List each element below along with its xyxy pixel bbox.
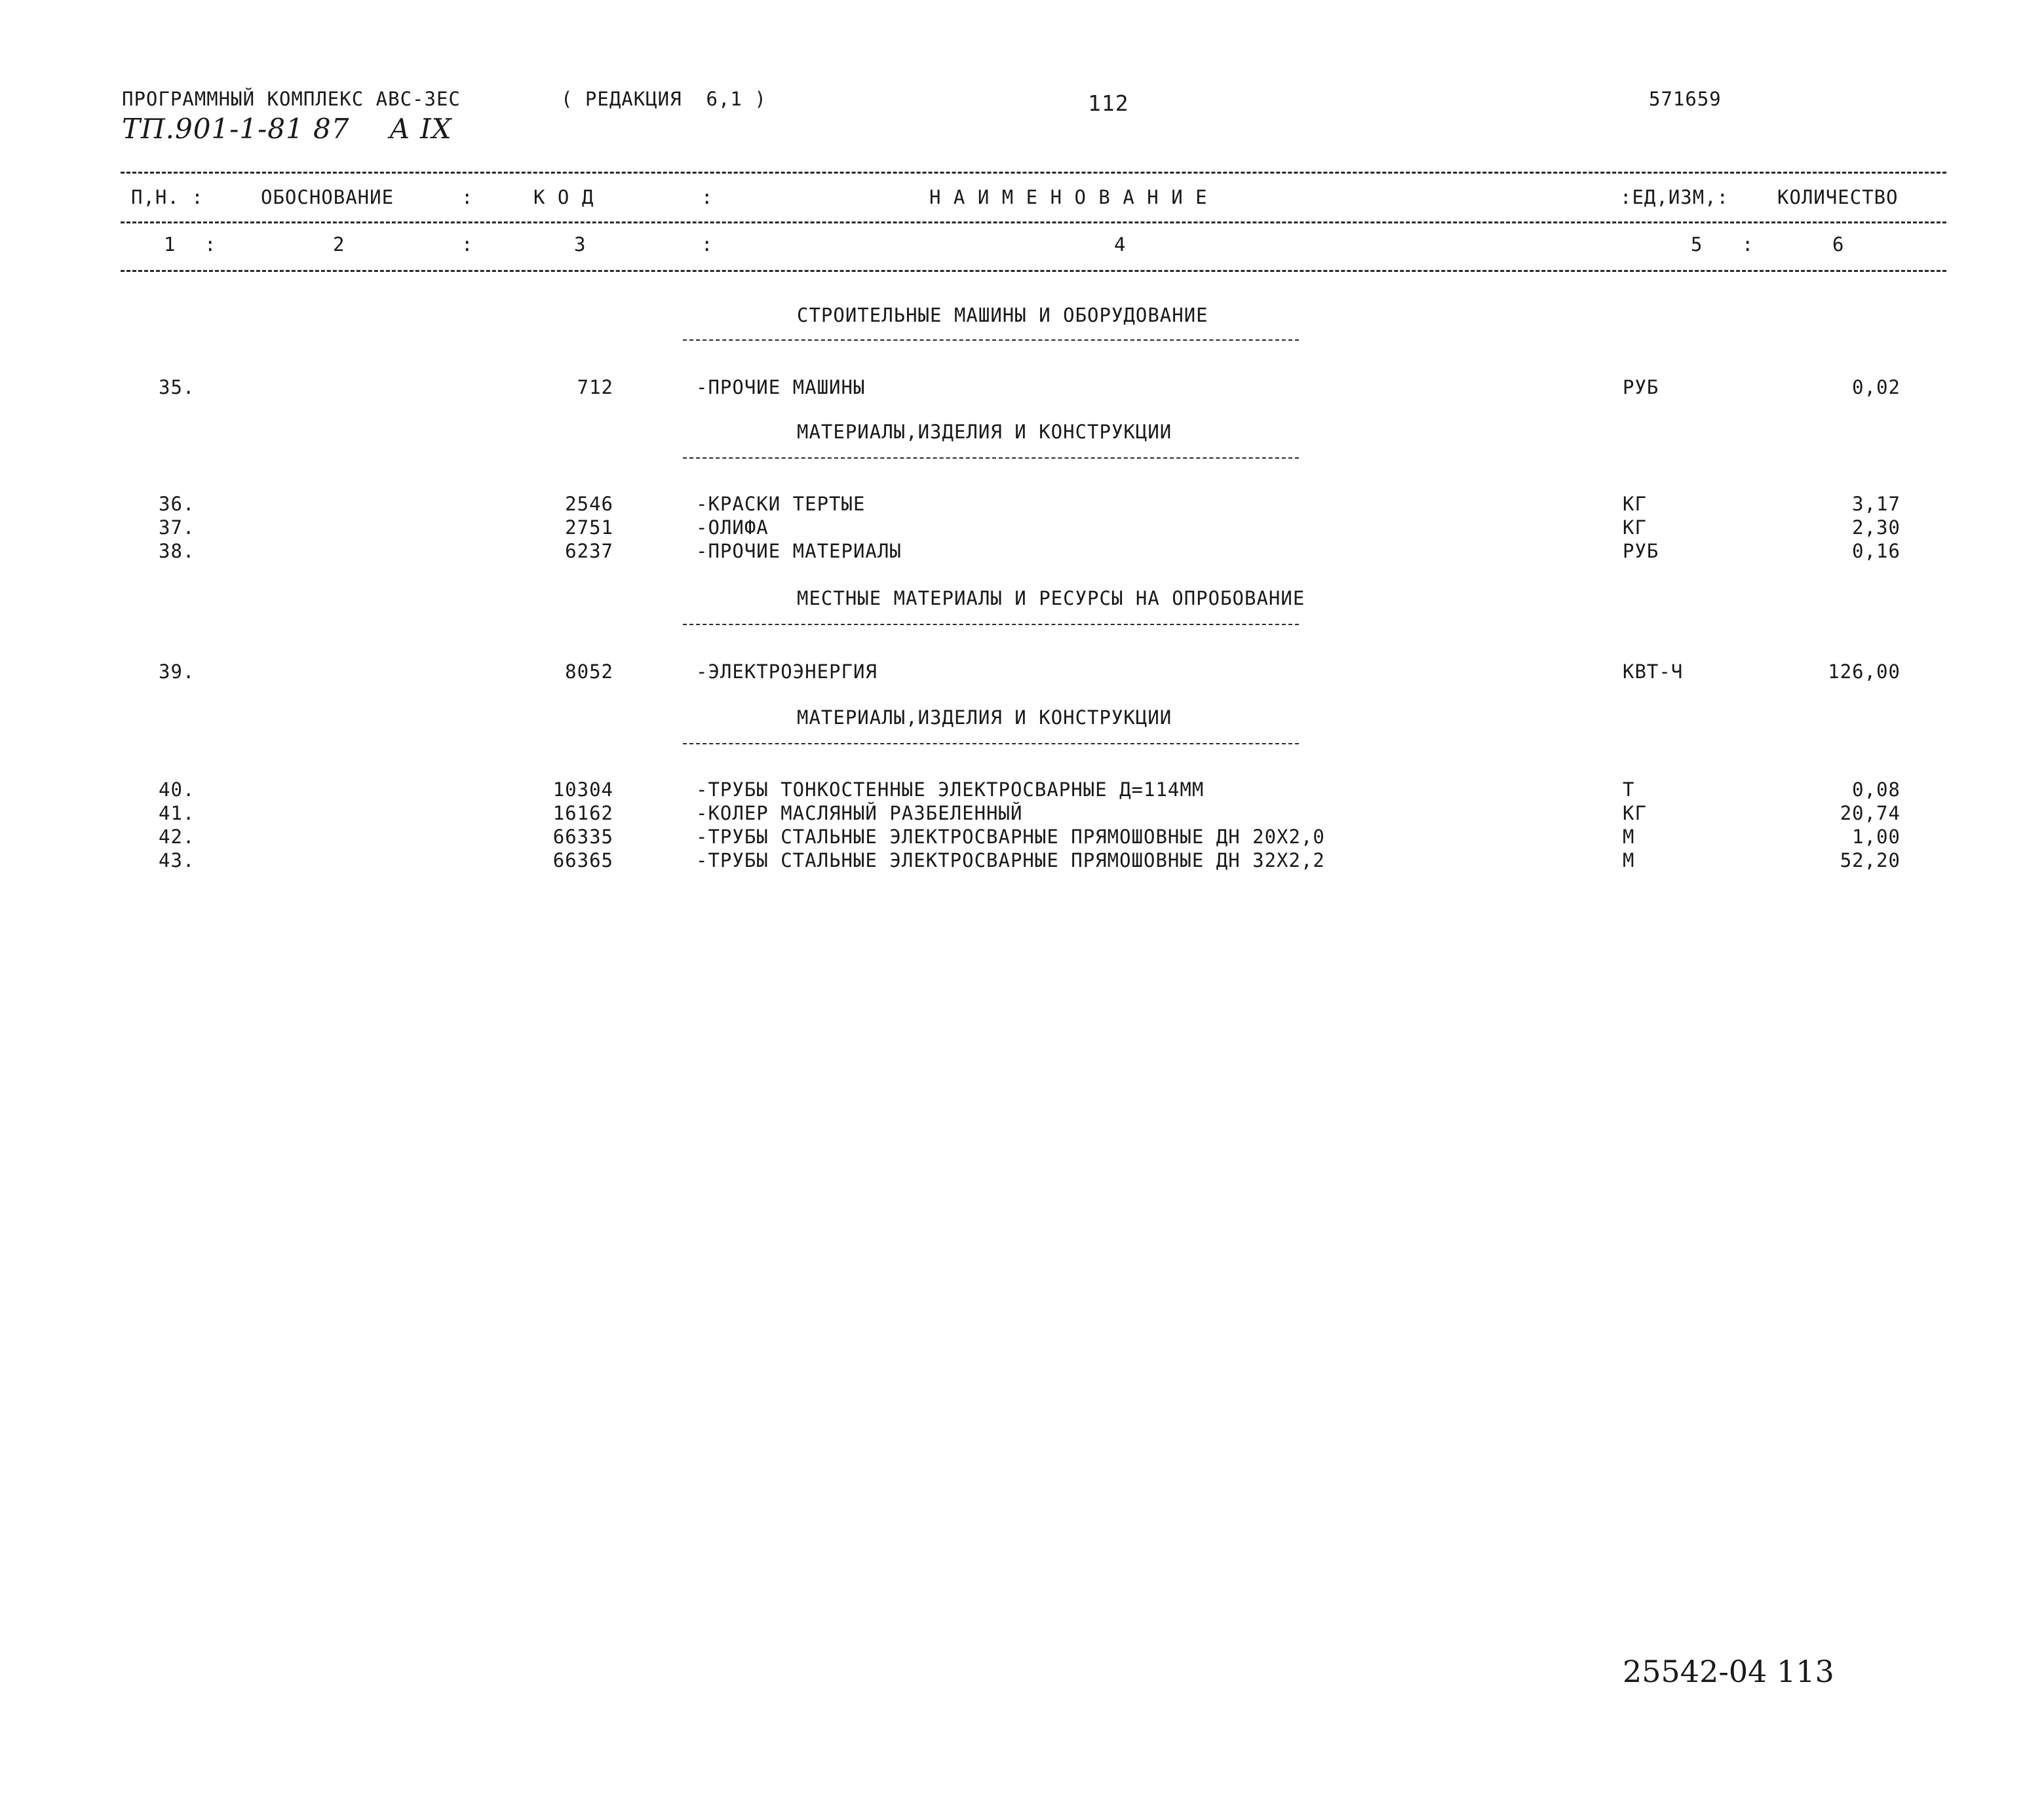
row-name: -ТРУБЫ СТАЛЬНЫЕ ЭЛЕКТРОСВАРНЫЕ ПРЯМОШОВНЫЕ ДН 32Х2,2 [696,849,1325,871]
document-number: 571659 [1649,88,1722,110]
row-quantity: 126,00 [1828,660,1900,683]
row-code: 6237 [565,540,613,562]
section-underline [683,624,1299,625]
handwritten-footer-note: 25542-04 113 [1623,1654,1834,1689]
row-number: 42. [159,826,195,848]
row-name: -ЭЛЕКТРОЭНЕРГИЯ [696,660,877,683]
row-unit: РУБ [1623,540,1659,562]
col-number: 5 [1691,233,1703,256]
page-number: 112 [1088,90,1129,116]
col-header-unit: :ЕД,ИЗМ,: [1620,186,1729,208]
row-number: 36. [159,493,195,515]
row-quantity: 52,20 [1840,849,1900,871]
row-unit: КВТ-Ч [1623,660,1684,683]
col-header-pn: П,Н. : [131,186,204,208]
row-number: 40. [159,778,195,801]
col-number: 2 [333,233,345,256]
row-name: -ПРОЧИЕ МАШИНЫ [696,376,866,398]
section-underline [683,339,1299,341]
header-rule-top [121,172,1946,174]
row-name: -КОЛЕР МАСЛЯНЫЙ РАЗБЕЛЕННЫЙ [696,802,1023,824]
row-code: 712 [577,376,613,398]
row-quantity: 20,74 [1840,802,1900,824]
row-number: 38. [159,540,195,562]
col-header-sep: : [461,186,474,208]
section-title: МАТЕРИАЛЫ,ИЗДЕЛИЯ И КОНСТРУКЦИИ [797,706,1172,729]
row-code: 2751 [565,516,613,539]
col-number: : [204,233,217,256]
col-header-quantity: КОЛИЧЕСТВО [1777,186,1899,208]
section-title: МАТЕРИАЛЫ,ИЗДЕЛИЯ И КОНСТРУКЦИИ [797,421,1172,443]
col-number: 3 [574,233,587,256]
col-header-basis: ОБОСНОВАНИЕ [261,186,395,208]
row-unit: КГ [1623,516,1647,539]
col-number: : [1742,233,1754,256]
row-name: -КРАСКИ ТЕРТЫЕ [696,493,866,515]
row-code: 10304 [552,778,613,801]
section-title: МЕСТНЫЕ МАТЕРИАЛЫ И РЕСУРСЫ НА ОПРОБОВАНИЕ [797,587,1305,609]
col-number: : [701,233,714,256]
section-title: СТРОИТЕЛЬНЫЕ МАШИНЫ И ОБОРУДОВАНИЕ [797,304,1208,326]
row-code: 8052 [565,660,613,683]
row-name: -ПРОЧИЕ МАТЕРИАЛЫ [696,540,902,562]
row-quantity: 3,17 [1852,493,1900,515]
col-number: 4 [1114,233,1127,256]
row-unit: М [1623,849,1635,871]
row-number: 43. [159,849,195,871]
row-name: -ОЛИФА [696,516,769,539]
row-quantity: 0,16 [1852,540,1900,562]
row-quantity: 0,08 [1852,778,1900,801]
col-header-name: Н А И М Е Н О В А Н И Е [929,186,1208,208]
row-unit: М [1623,826,1635,848]
row-code: 2546 [565,493,613,515]
row-unit: КГ [1623,493,1647,515]
row-code: 16162 [552,802,613,824]
row-number: 37. [159,516,195,539]
header-rule-bottom [121,270,1946,272]
edition-label: ( РЕДАКЦИЯ 6,1 ) [561,88,767,110]
col-header-code: К О Д [533,186,594,208]
row-unit: КГ [1623,802,1647,824]
col-number: 6 [1832,233,1845,256]
col-header-sep: : [701,186,714,208]
col-number: 1 [164,233,176,256]
row-unit: Т [1623,778,1635,801]
program-title: ПРОГРАММНЫЙ КОМПЛЕКС АВС-ЗЕС [122,88,461,110]
row-quantity: 0,02 [1852,376,1900,398]
row-name: -ТРУБЫ ТОНКОСТЕННЫЕ ЭЛЕКТРОСВАРНЫЕ Д=114ММ [696,778,1205,801]
row-number: 39. [159,660,195,683]
row-unit: РУБ [1623,376,1659,398]
row-number: 35. [159,376,195,398]
section-underline [683,457,1299,459]
section-underline [683,743,1299,744]
col-number: : [461,233,474,256]
header-rule-middle [121,221,1946,223]
row-number: 41. [159,802,195,824]
row-code: 66335 [552,826,613,848]
handwritten-album: А IX [389,113,452,145]
handwritten-project-code: ТП.901-1-81 87 [122,113,350,145]
row-code: 66365 [552,849,613,871]
row-name: -ТРУБЫ СТАЛЬНЫЕ ЭЛЕКТРОСВАРНЫЕ ПРЯМОШОВНЫЕ ДН 20Х2,0 [696,826,1325,848]
row-quantity: 1,00 [1852,826,1900,848]
row-quantity: 2,30 [1852,516,1900,539]
